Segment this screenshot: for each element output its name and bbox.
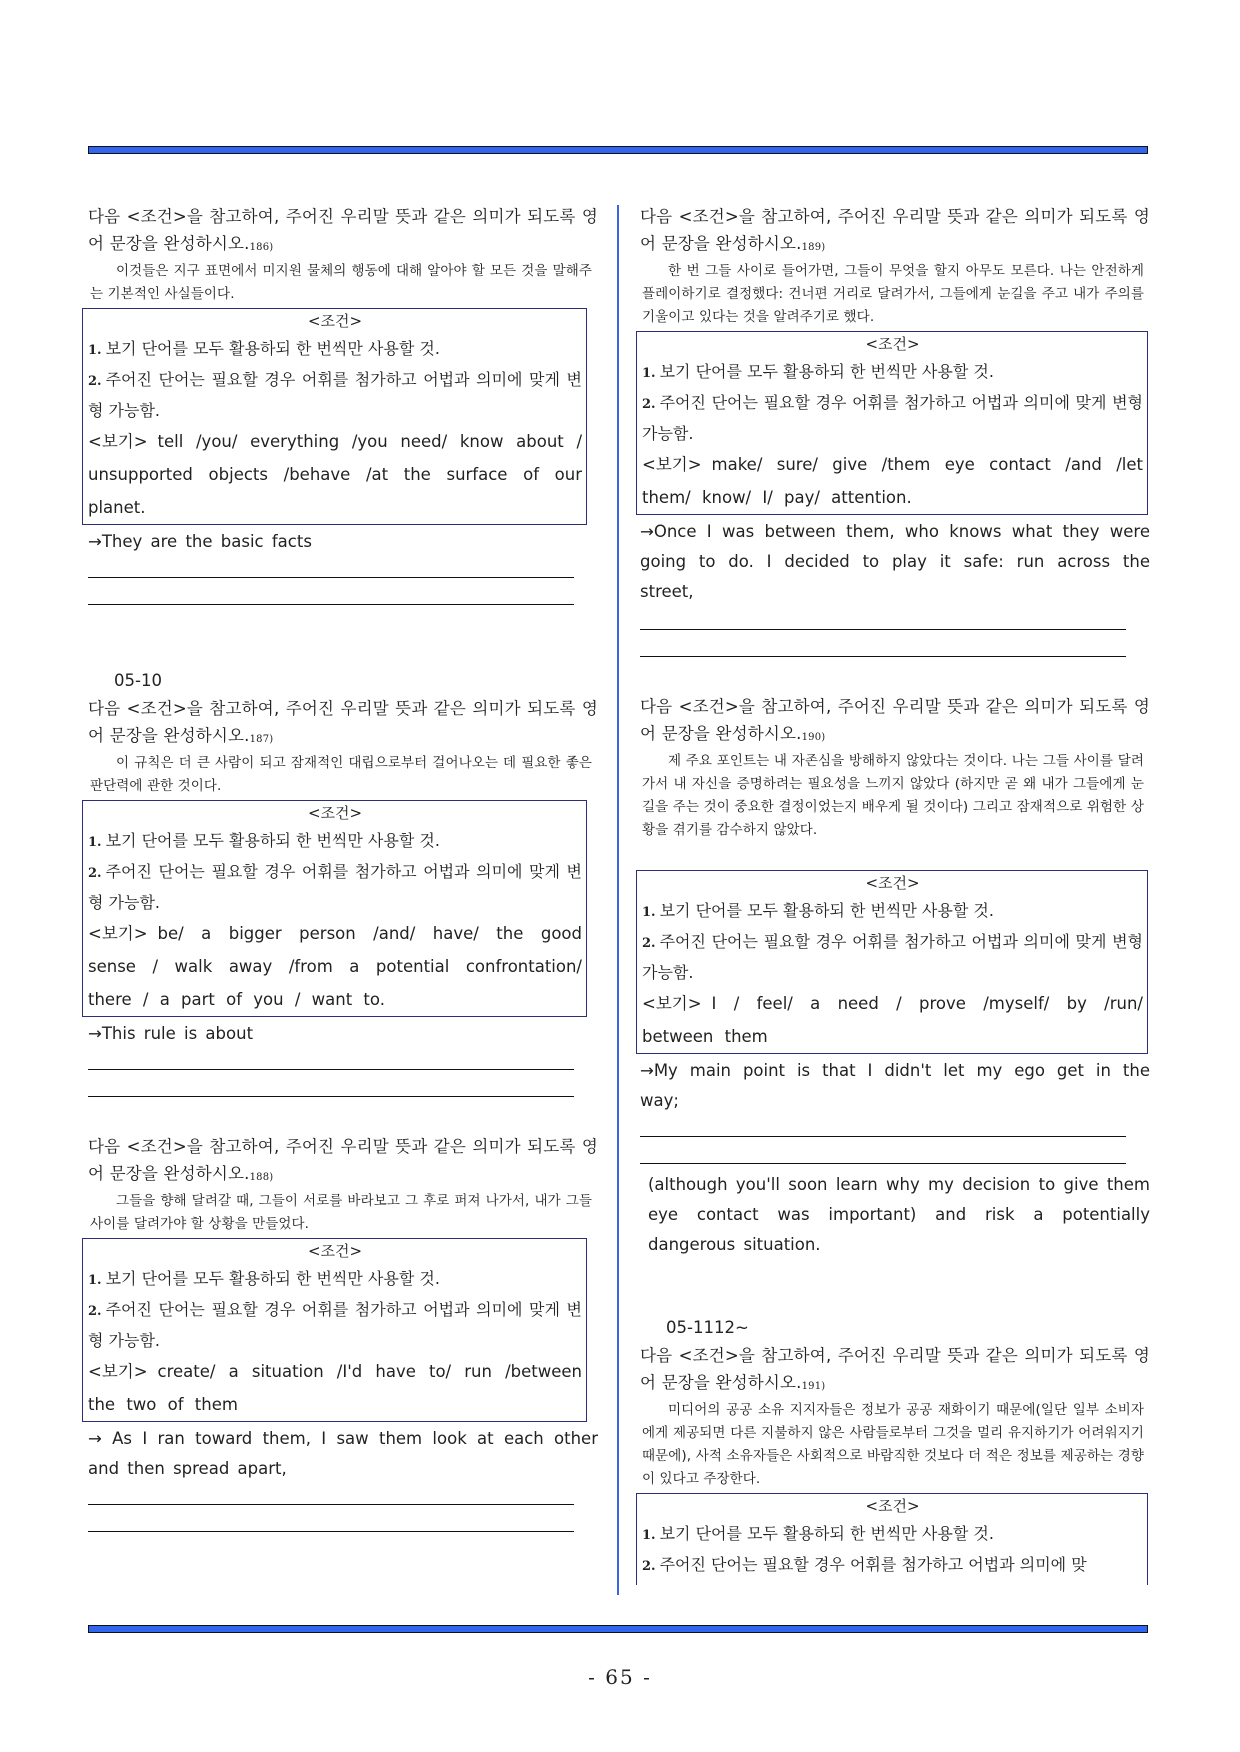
condition-box xyxy=(636,1493,1148,1585)
word-bank: <보기> create/ a situation /I'd have to/ run /between the two of them xyxy=(88,1362,582,1414)
footer-rule xyxy=(88,1625,1148,1633)
footnote-ref[interactable]: 187) xyxy=(249,734,274,745)
condition-2: 2. 주어진 단어는 필요할 경우 어휘를 첨가하고 어법과 의미에 맞게 변형 가능함. xyxy=(642,393,1143,443)
footnote-ref[interactable]: 191) xyxy=(801,1381,826,1392)
condition-2: 2. 주어진 단어는 필요할 경우 어휘를 첨가하고 어법과 의미에 맞게 변형 가능함. xyxy=(88,1300,582,1350)
condition-title: <조건> xyxy=(865,335,920,353)
question-instruction: 다음 <조건>을 참고하여, 주어진 우리말 뜻과 같은 의미가 되도록 영어 문장을 완성하시오.$^{189)}$ xyxy=(640,207,1150,253)
condition-2: 2. 주어진 단어는 필요할 경우 어휘를 첨가하고 어법과 의미에 맞게 변형 가능함. xyxy=(88,370,582,420)
condition-box xyxy=(82,1238,587,1422)
korean-translation: 미디어의 공공 소유 지지자들은 정보가 공공 재화이기 때문에(일단 일부 소비자에게 제공되면 다른 지불하지 않은 사람들로부터 그것을 멀리 유지하기가 어려워지기 때문에), 사적 소유자들은 사회적으로 바람직한 것보다 더 적은 정보를 제공하는 경향이 있다고 주장한다. xyxy=(642,1402,1144,1487)
question-187 xyxy=(88,669,598,1097)
footnote-ref[interactable]: 186) xyxy=(249,242,274,253)
left-column xyxy=(88,203,598,1532)
condition-1: 1. 보기 단어를 모두 활용하되 한 번씩만 사용할 것. xyxy=(642,1524,994,1543)
korean-translation: 이것들은 지구 표면에서 미지원 물체의 행동에 대해 알아야 할 모든 것을 말해주는 기본적인 사실들이다. xyxy=(90,263,592,302)
answer-prompt: → As I ran toward them, I saw them look at each other and then spread apart, xyxy=(88,1429,598,1478)
condition-1: 1. 보기 단어를 모두 활용하되 한 번씩만 사용할 것. xyxy=(88,1269,440,1288)
answer-blank-line[interactable] xyxy=(640,1163,1126,1164)
condition-box xyxy=(636,870,1148,1054)
question-188 xyxy=(88,1133,598,1532)
section-label: 05-10 xyxy=(114,671,162,690)
condition-1: 1. 보기 단어를 모두 활용하되 한 번씩만 사용할 것. xyxy=(88,339,440,358)
condition-title: <조건> xyxy=(307,1242,363,1260)
answer-prompt: →My main point is that I didn't let my ego get in the way; xyxy=(640,1061,1150,1110)
condition-title: <조건> xyxy=(865,874,920,892)
word-bank: <보기> be/ a bigger person /and/ have/ the good sense / walk away /from a potential confrontation/ there / a part of you / want to. xyxy=(88,924,582,1009)
answer-prompt: →They are the basic facts xyxy=(88,532,312,551)
question-186 xyxy=(88,203,598,605)
page-number: - 65 - xyxy=(588,1665,652,1689)
condition-1: 1. 보기 단어를 모두 활용하되 한 번씩만 사용할 것. xyxy=(88,831,440,850)
question-189 xyxy=(640,203,1150,657)
column-divider xyxy=(617,205,619,1595)
question-instruction: 다음 <조건>을 참고하여, 주어진 우리말 뜻과 같은 의미가 되도록 영어 문장을 완성하시오.$^{191)}$ xyxy=(640,1346,1150,1392)
korean-translation: 이 규칙은 더 큰 사람이 되고 잠재적인 대립으로부터 걸어나오는 데 필요한 좋은 판단력에 관한 것이다. xyxy=(90,755,592,794)
condition-box xyxy=(82,308,587,525)
question-190 xyxy=(640,693,1150,1260)
question-instruction: 다음 <조건>을 참고하여, 주어진 우리말 뜻과 같은 의미가 되도록 영어 문장을 완성하시오.$^{190)}$ xyxy=(640,697,1150,743)
right-column xyxy=(640,203,1150,1585)
condition-2: 2. 주어진 단어는 필요할 경우 어휘를 첨가하고 어법과 의미에 맞게 변형 가능함. xyxy=(642,932,1143,982)
header-rule xyxy=(88,146,1148,154)
answer-prompt: →Once I was between them, who knows what they were going to do. I decided to play it safe: run across the street, xyxy=(640,522,1150,601)
condition-1: 1. 보기 단어를 모두 활용하되 한 번씩만 사용할 것. xyxy=(642,362,994,381)
condition-1: 1. 보기 단어를 모두 활용하되 한 번씩만 사용할 것. xyxy=(642,901,994,920)
condition-title: <조건> xyxy=(865,1497,920,1515)
footnote-ref[interactable]: 190) xyxy=(801,732,826,743)
word-bank: <보기> I / feel/ a need / prove /myself/ by /run/ between them xyxy=(642,994,1143,1046)
condition-box xyxy=(82,800,587,1017)
footnote-ref[interactable]: 189) xyxy=(801,242,826,253)
word-bank: <보기> make/ sure/ give /them eye contact /and /let them/ know/ I/ pay/ attention. xyxy=(642,455,1143,507)
condition-title: <조건> xyxy=(307,312,363,330)
korean-translation: 한 번 그들 사이로 들어가면, 그들이 무엇을 할지 아무도 모른다. 나는 안전하게 플레이하기로 결정했다: 건너편 거리로 달려가서, 그들에게 눈길을 주고 내가 주의를 기울이고 있다는 것을 알려주기로 했다. xyxy=(642,263,1144,325)
question-instruction: 다음 <조건>을 참고하여, 주어진 우리말 뜻과 같은 의미가 되도록 영어 문장을 완성하시오.$^{188)}$ xyxy=(88,1137,598,1183)
question-instruction: 다음 <조건>을 참고하여, 주어진 우리말 뜻과 같은 의미가 되도록 영어 문장을 완성하시오.$^{186)}$ xyxy=(88,207,598,253)
word-bank: <보기> tell /you/ everything /you need/ know about / unsupported objects /behave /at the surface of our planet. xyxy=(88,432,582,517)
answer-prompt: →This rule is about xyxy=(88,1024,254,1043)
section-label: 05-1112~ xyxy=(666,1318,749,1337)
condition-2: 2. 주어진 단어는 필요할 경우 어휘를 첨가하고 어법과 의미에 맞게 변형 가능함. xyxy=(88,862,582,912)
footnote-ref[interactable]: 188) xyxy=(249,1172,274,1183)
question-191 xyxy=(640,1316,1150,1585)
condition-2: 2. 주어진 단어는 필요할 경우 어휘를 첨가하고 어법과 의미에 맞 xyxy=(642,1555,1087,1574)
answer-blank-line[interactable] xyxy=(88,1531,574,1532)
answer-continuation: (although you'll soon learn why my decision to give them eye contact was important) and risk a potentially dangerous situation. xyxy=(648,1175,1150,1254)
condition-title: <조건> xyxy=(307,804,363,822)
korean-translation: 그들을 향해 달려갈 때, 그들이 서로를 바라보고 그 후로 퍼져 나가서, 내가 그들 사이를 달려가야 할 상황을 만들었다. xyxy=(90,1193,592,1232)
condition-box xyxy=(636,331,1148,515)
korean-translation: 제 주요 포인트는 내 자존심을 방해하지 않았다는 것이다. 나는 그들 사이를 달려가서 내 자신을 증명하려는 필요성을 느끼지 않았다 (하지만 곧 왜 내가 그들에게 눈길을 주는 것이 중요한 결정이었는지 배우게 될 것이다) 그리고 잠재적으로 위험한 상황을 겪기를 감수하지 않았다. xyxy=(642,753,1144,838)
question-instruction: 다음 <조건>을 참고하여, 주어진 우리말 뜻과 같은 의미가 되도록 영어 문장을 완성하시오.$^{187)}$ xyxy=(88,699,598,745)
